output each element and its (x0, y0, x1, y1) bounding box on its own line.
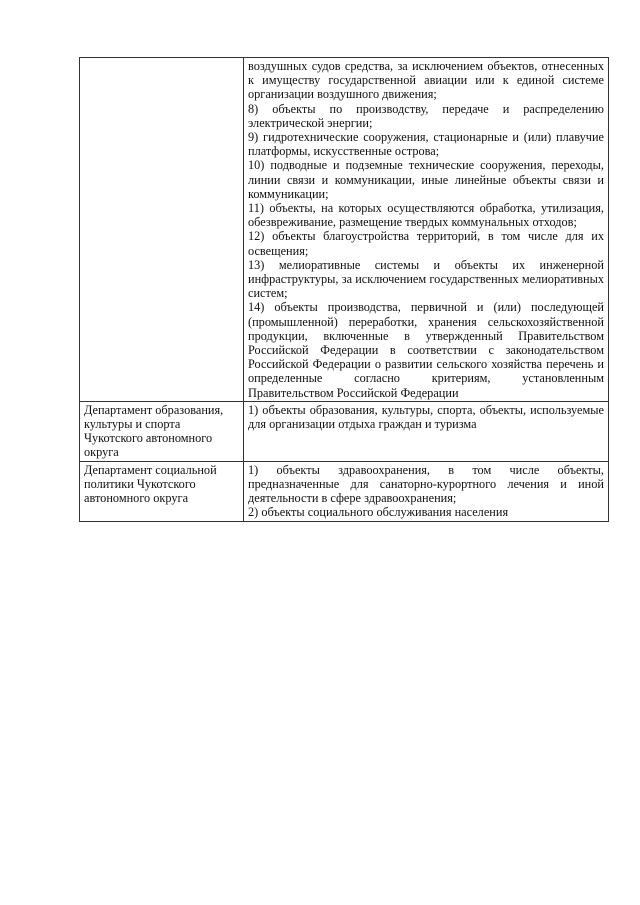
list-item: 1) объекты образования, культуры, спорта, объекты, используемые для организации отдыха граждан и туризма (248, 402, 604, 432)
list-item: 13) мелиоративные системы и объекты их инженерной инфраструктуры, за исключением государственных мелиоративных систем; (248, 257, 604, 301)
table-row (80, 401, 609, 461)
table-row (80, 461, 609, 521)
objects-cell (244, 461, 609, 521)
department-cell (80, 58, 244, 402)
department-cell: Департамент образования, культуры и спорта Чукотского автономного округа (80, 401, 244, 461)
list-item: 9) гидротехнические сооружения, стационарные и (или) плавучие платформы, искусственные острова; (248, 130, 604, 159)
list-item: 1) объекты здравоохранения, в том числе объекты, предназначенные для санаторно-курортного лечения и иной деятельности в сфере здравоохранения; (248, 462, 604, 506)
objects-cell (244, 401, 609, 461)
list-item: воздушных судов средства, за исключением объектов, отнесенных к имуществу государственной авиации или к единой системе организации воздушного движения; (248, 59, 604, 102)
table-row (80, 58, 609, 402)
list-item: 8) объекты по производству, передаче и распределению электрической энергии; (248, 101, 604, 130)
list-item: 14) объекты производства, первичной и (или) последующей (промышленной) переработки, хранения сельскохозяйственной продукции, включенные в утвержденный Правительством Российской Федерации в соответствии с законодательством Российской Федерации о развитии сельского хозяйства перечень и определенные согласно критериям, установленным Правительством Российской Федерации (248, 300, 604, 400)
objects-cell (244, 58, 609, 402)
department-cell: Департамент социальной политики Чукотского автономного округа (80, 461, 244, 521)
list-item: 12) объекты благоустройства территорий, в том числе для их освещения; (248, 229, 604, 258)
authorities-table (79, 57, 609, 522)
list-item: 2) объекты социального обслуживания населения (248, 505, 509, 520)
list-item: 10) подводные и подземные технические сооружения, переходы, линии связи и коммуникации, иные линейные объекты связи и коммуникации; (248, 158, 604, 201)
list-item: 11) объекты, на которых осуществляются обработка, утилизация, обезвреживание, размещение твердых коммунальных отходов; (248, 201, 604, 230)
